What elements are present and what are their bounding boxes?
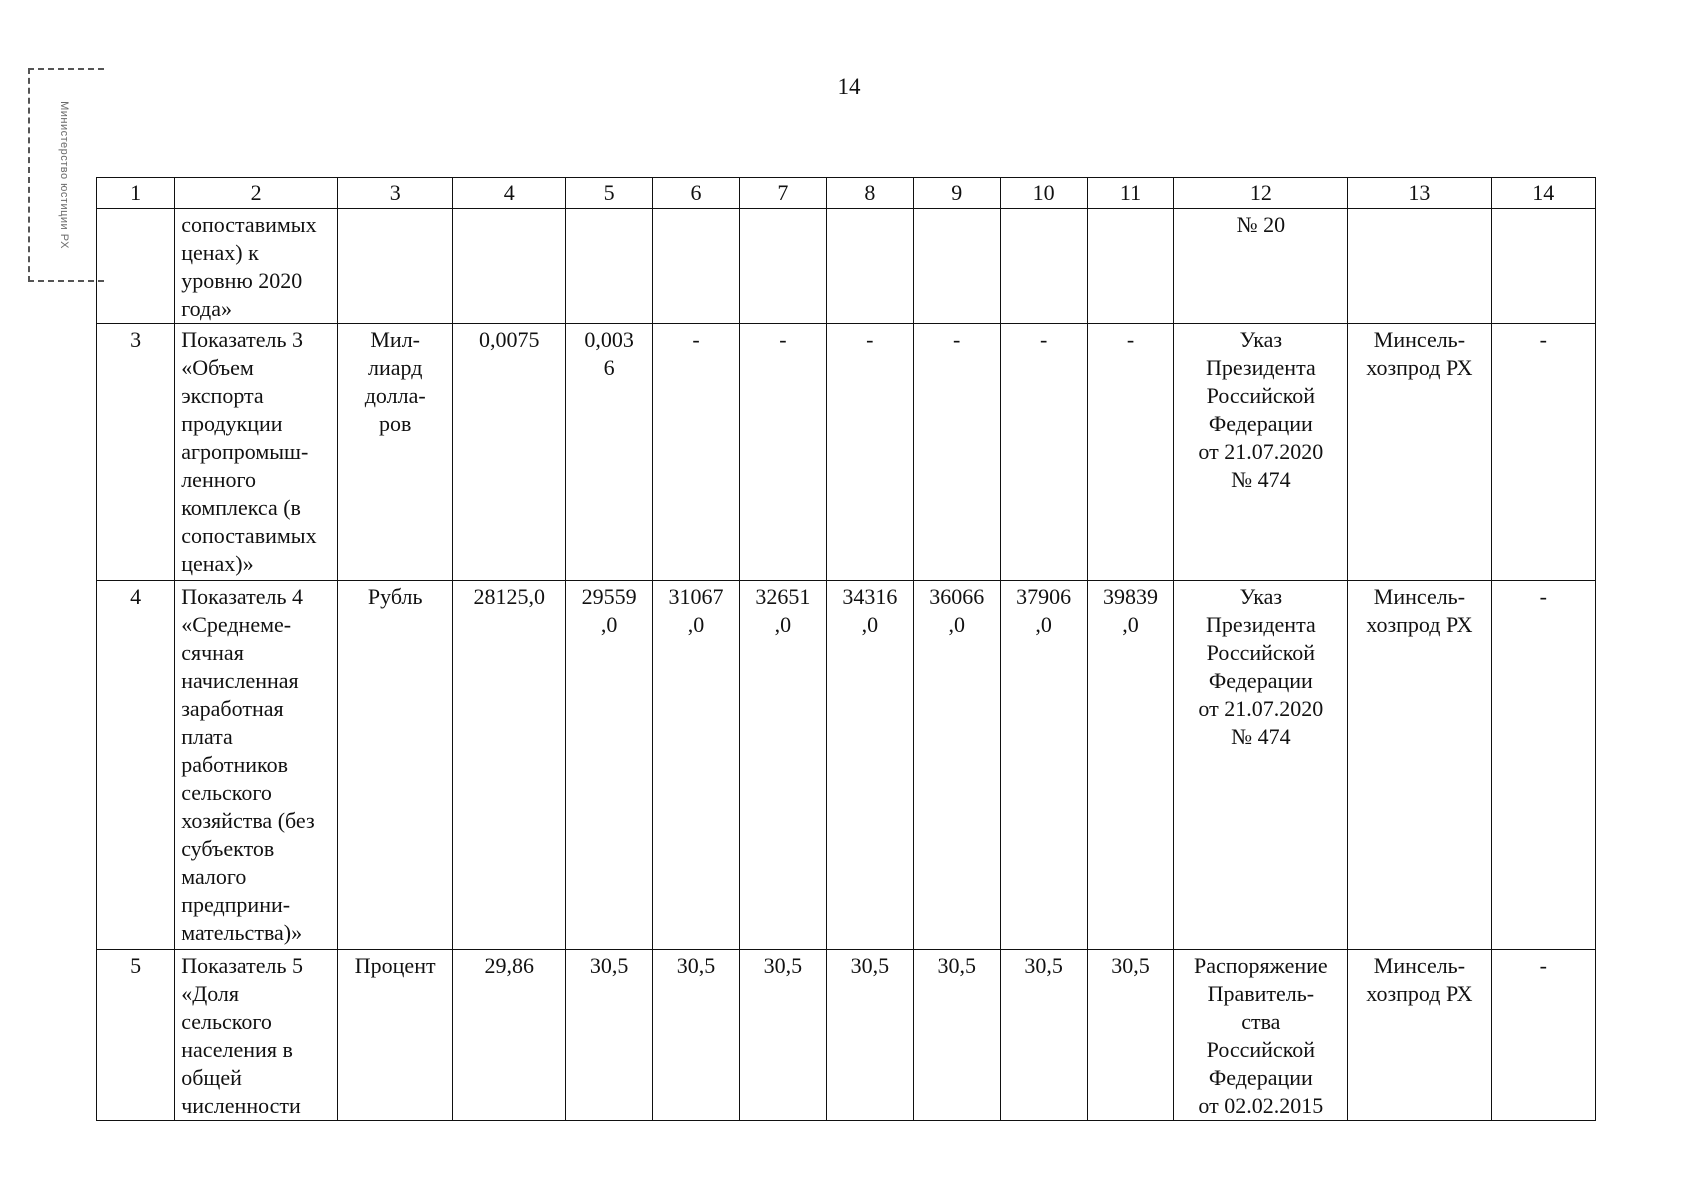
responsible-cell: Минсель- хозпрод РХ <box>1348 950 1491 1121</box>
row-number-cell <box>97 209 175 324</box>
unit-cell: Процент <box>338 950 453 1121</box>
document-cell: Указ Президента Российской Федерации от 21.07.2020 № 474 <box>1174 581 1348 950</box>
value-cell <box>566 209 653 324</box>
value-cell: 30,5 <box>653 950 740 1121</box>
unit-cell: Мил- лиард долла- ров <box>338 324 453 581</box>
value-cell: 34316 ,0 <box>826 581 913 950</box>
value-cell: 28125,0 <box>453 581 566 950</box>
value-cell: - <box>739 324 826 581</box>
responsible-cell: Минсель- хозпрод РХ <box>1348 324 1491 581</box>
header-cell: 4 <box>453 178 566 209</box>
header-cell: 14 <box>1491 178 1595 209</box>
value-cell: 30,5 <box>826 950 913 1121</box>
responsible-cell <box>1348 209 1491 324</box>
value-cell: - <box>1000 324 1087 581</box>
table-row <box>97 209 1596 324</box>
header-cell: 5 <box>566 178 653 209</box>
page-number: 14 <box>837 74 861 99</box>
header-cell: 13 <box>1348 178 1491 209</box>
indicator-name-cell: сопоставимых ценах) к уровню 2020 года» <box>175 209 338 324</box>
value-cell: - <box>826 324 913 581</box>
unit-cell <box>338 209 453 324</box>
value-cell <box>453 209 566 324</box>
value-cell: 0,0075 <box>453 324 566 581</box>
row-number-cell: 5 <box>97 950 175 1121</box>
column-number-row <box>97 178 1596 209</box>
header-cell: 6 <box>653 178 740 209</box>
document-cell: Распоряжение Правитель- ства Российской Федерации от 02.02.2015 <box>1174 950 1348 1121</box>
value-cell <box>1000 209 1087 324</box>
value-cell: 32651 ,0 <box>739 581 826 950</box>
header-cell: 8 <box>826 178 913 209</box>
header-cell: 11 <box>1087 178 1174 209</box>
value-cell: 36066 ,0 <box>913 581 1000 950</box>
value-cell: - <box>1087 324 1174 581</box>
table-row <box>97 324 1596 581</box>
header-cell: 7 <box>739 178 826 209</box>
header-cell: 12 <box>1174 178 1348 209</box>
value-cell: 30,5 <box>1000 950 1087 1121</box>
note-cell: - <box>1491 324 1595 581</box>
stamp-text: Министерство юстиции РХ <box>58 101 70 249</box>
note-cell <box>1491 209 1595 324</box>
value-cell: 30,5 <box>1087 950 1174 1121</box>
value-cell: 29559 ,0 <box>566 581 653 950</box>
row-number-cell: 3 <box>97 324 175 581</box>
table-row <box>97 950 1596 1121</box>
note-cell: - <box>1491 581 1595 950</box>
note-cell: - <box>1491 950 1595 1121</box>
row-number-cell: 4 <box>97 581 175 950</box>
header-cell: 3 <box>338 178 453 209</box>
value-cell <box>653 209 740 324</box>
document-cell: Указ Президента Российской Федерации от 21.07.2020 № 474 <box>1174 324 1348 581</box>
value-cell: 30,5 <box>739 950 826 1121</box>
header-cell: 2 <box>175 178 338 209</box>
indicator-name-cell: Показатель 3 «Объем экспорта продукции агропромыш- ленного комплекса (в сопоставимых ценах)» <box>175 324 338 581</box>
value-cell: 0,003 6 <box>566 324 653 581</box>
header-cell: 10 <box>1000 178 1087 209</box>
value-cell: - <box>913 324 1000 581</box>
unit-cell: Рубль <box>338 581 453 950</box>
value-cell <box>826 209 913 324</box>
indicators-table <box>96 177 1596 1121</box>
value-cell: - <box>653 324 740 581</box>
table-row <box>97 581 1596 950</box>
document-cell: № 20 <box>1174 209 1348 324</box>
value-cell <box>739 209 826 324</box>
value-cell: 29,86 <box>453 950 566 1121</box>
responsible-cell: Минсель- хозпрод РХ <box>1348 581 1491 950</box>
indicator-name-cell: Показатель 5 «Доля сельского населения в общей численности <box>175 950 338 1121</box>
value-cell: 30,5 <box>913 950 1000 1121</box>
header-cell: 1 <box>97 178 175 209</box>
value-cell: 30,5 <box>566 950 653 1121</box>
value-cell <box>1087 209 1174 324</box>
value-cell: 37906 ,0 <box>1000 581 1087 950</box>
header-cell: 9 <box>913 178 1000 209</box>
indicator-name-cell: Показатель 4 «Среднеме- сячная начисленная заработная плата работников сельского хозяйства (без субъектов малого предприни- мательства)» <box>175 581 338 950</box>
value-cell: 39839 ,0 <box>1087 581 1174 950</box>
value-cell: 31067 ,0 <box>653 581 740 950</box>
value-cell <box>913 209 1000 324</box>
